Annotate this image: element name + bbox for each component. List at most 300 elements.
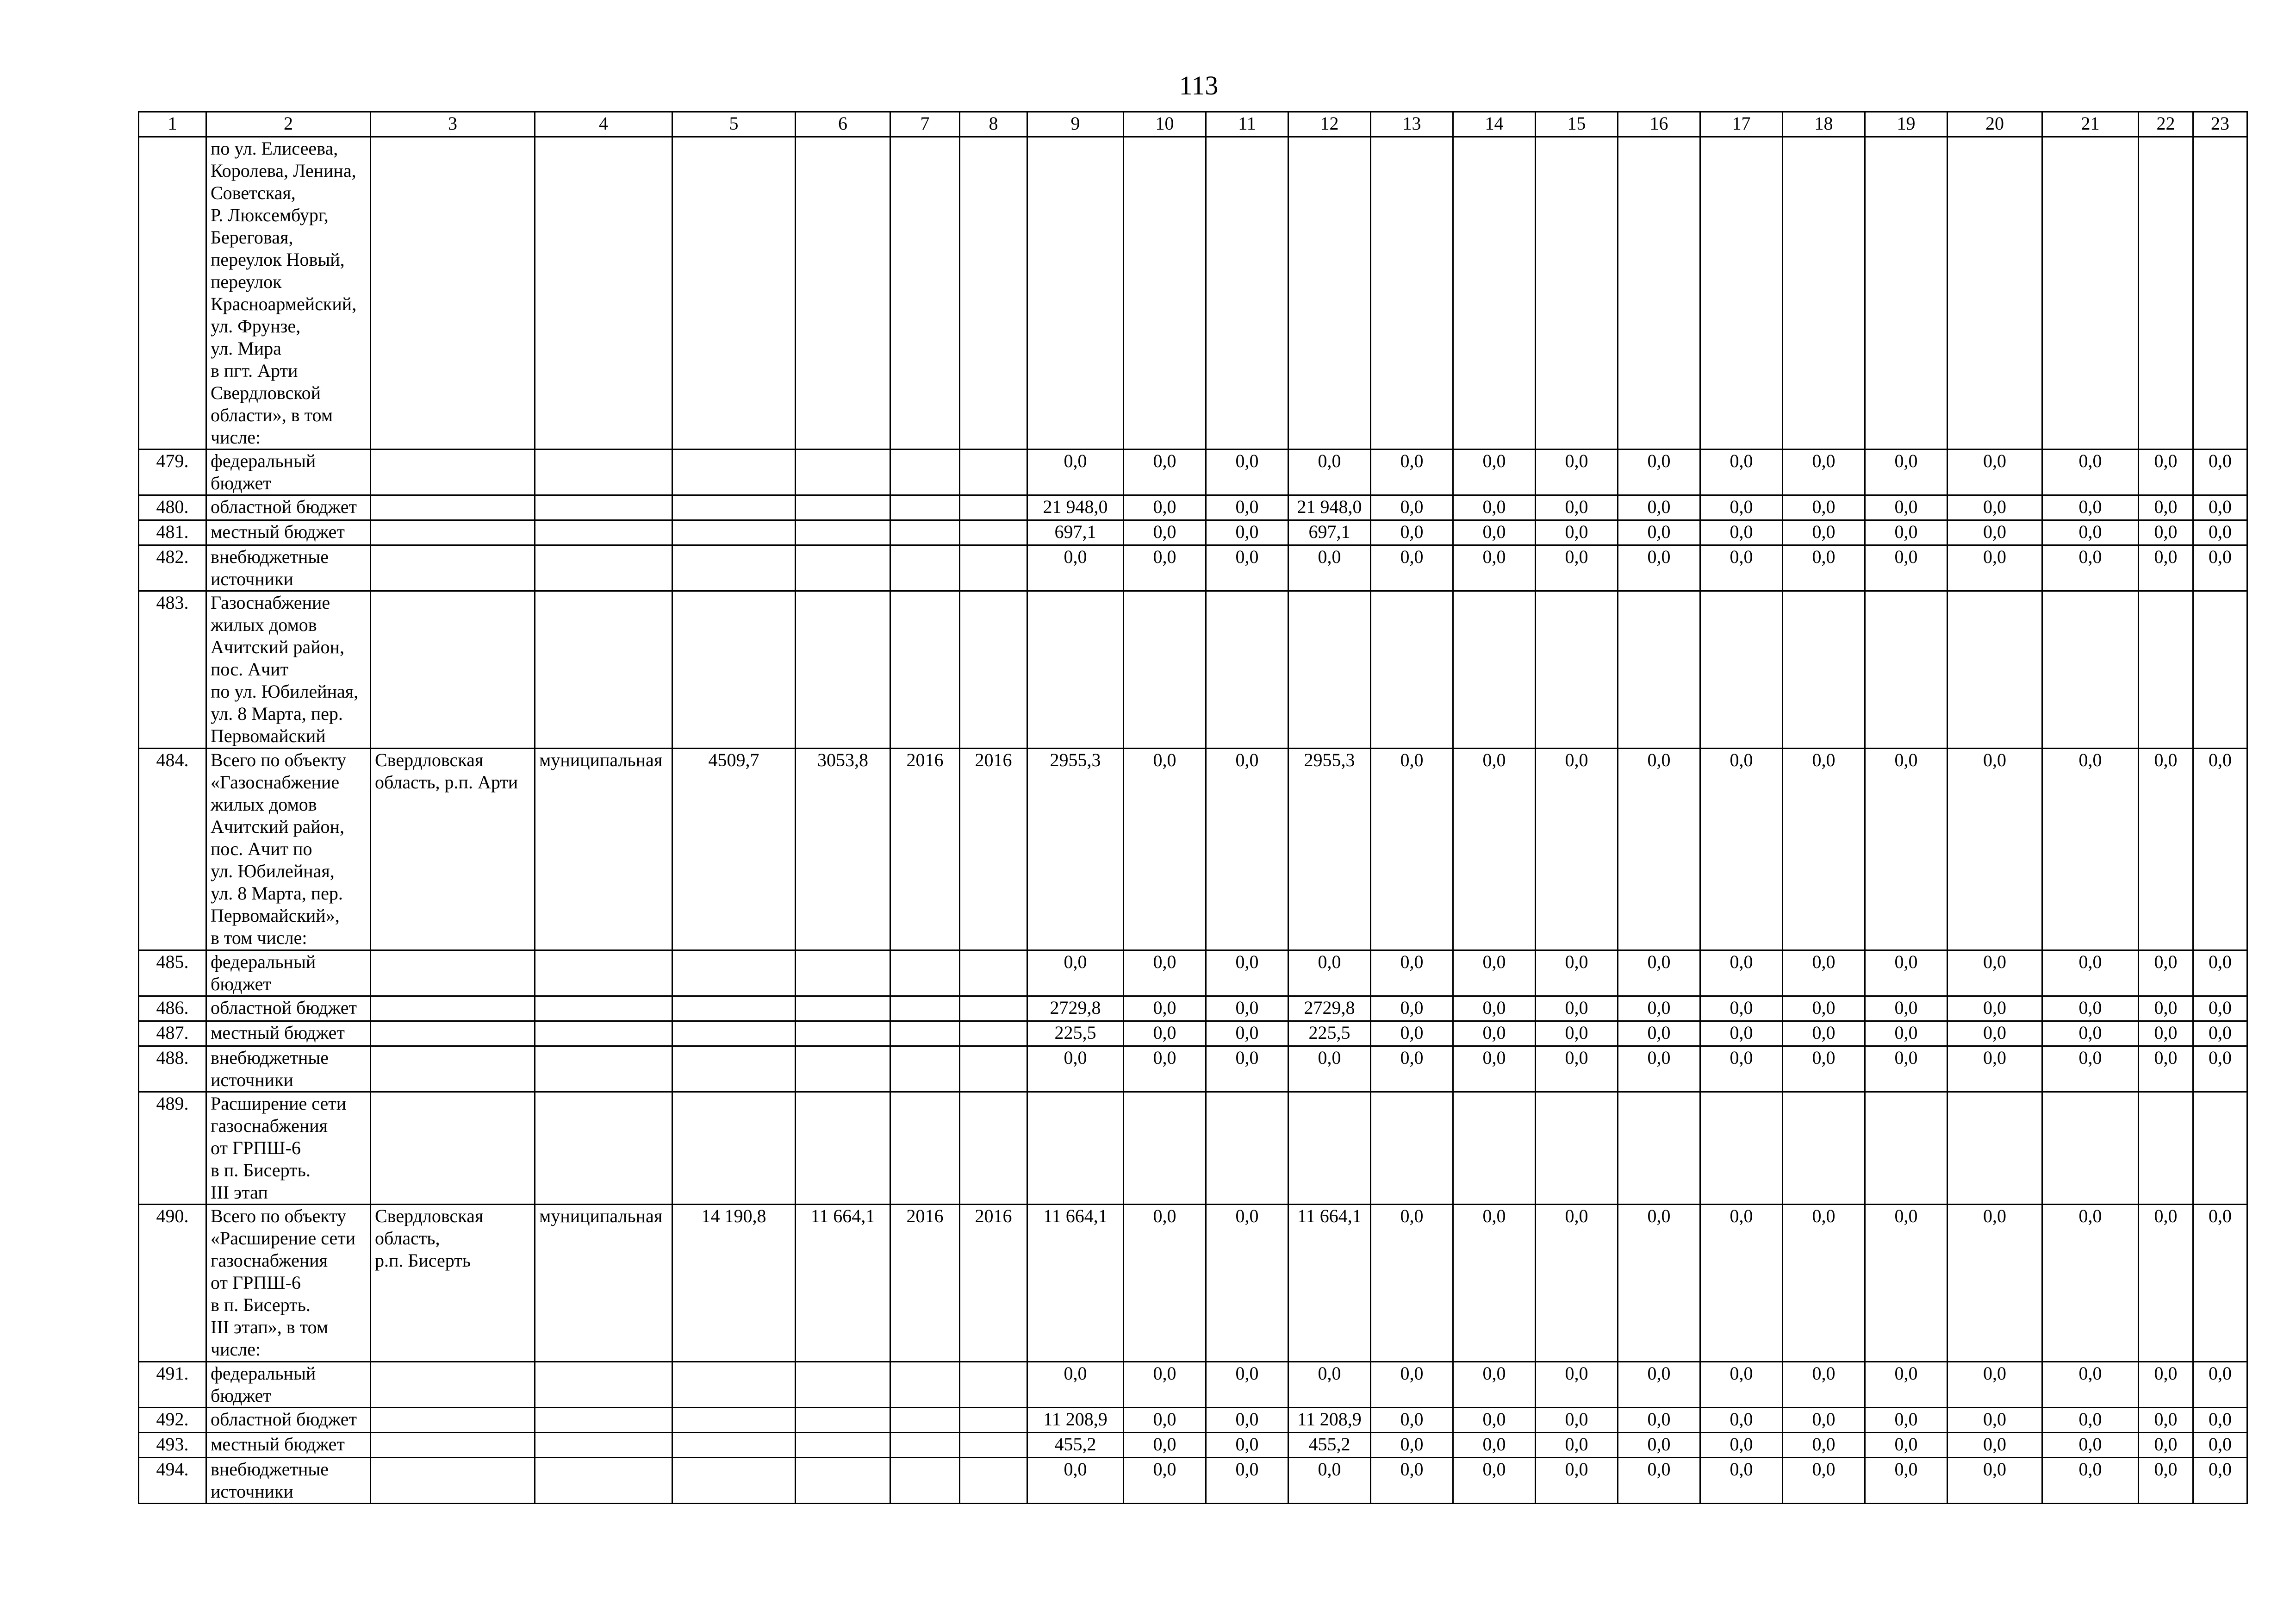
amount-cell: 0,0 — [1618, 996, 1700, 1021]
amount-cell: 0,0 — [2193, 545, 2247, 591]
year-cell — [960, 950, 1027, 996]
amount-cell: 0,0 — [1371, 1362, 1453, 1408]
amount-cell: 0,0 — [1948, 749, 2042, 950]
amount-cell: 0,0 — [2193, 749, 2247, 950]
amount-cell: 0,0 — [1865, 495, 1948, 520]
value-cell — [672, 495, 796, 520]
year-cell — [960, 520, 1027, 545]
table-row — [139, 520, 2247, 545]
amount-cell: 0,0 — [1536, 950, 1618, 996]
amount-cell: 0,0 — [1453, 1046, 1536, 1092]
location-cell — [371, 950, 535, 996]
object-name-cell: Газоснабжение жилых домов Ачитский район, пос. Ачит по ул. Юбилейная, ул. 8 Марта, пер. Первомайский — [206, 591, 371, 749]
column-header: 17 — [1700, 112, 1783, 137]
amount-cell: 0,0 — [2042, 1205, 2139, 1362]
row-number-cell: 482. — [139, 545, 206, 591]
amount-cell: 0,0 — [1536, 1021, 1618, 1046]
value-cell — [672, 1092, 796, 1205]
amount-cell: 0,0 — [1865, 1362, 1948, 1408]
column-header: 13 — [1371, 112, 1453, 137]
amount-cell: 0,0 — [1206, 996, 1288, 1021]
value-cell: 11 664,1 — [796, 1205, 890, 1362]
value-cell — [672, 450, 796, 495]
amount-cell: 0,0 — [1371, 1433, 1453, 1458]
column-header: 15 — [1536, 112, 1618, 137]
amount-cell: 0,0 — [2193, 1046, 2247, 1092]
table-row — [139, 950, 2247, 996]
amount-cell: 0,0 — [1027, 1458, 1124, 1504]
amount-cell — [2042, 1092, 2139, 1205]
amount-cell — [2042, 137, 2139, 450]
amount-cell: 0,0 — [2139, 520, 2193, 545]
value-cell — [672, 1458, 796, 1504]
amount-cell: 0,0 — [1453, 1433, 1536, 1458]
amount-cell — [1453, 137, 1536, 450]
year-cell — [890, 950, 960, 996]
amount-cell: 0,0 — [1453, 1408, 1536, 1433]
ownership-cell — [535, 1021, 672, 1046]
amount-cell: 0,0 — [1783, 495, 1865, 520]
object-name-cell: областной бюджет — [206, 1408, 371, 1433]
amount-cell — [1371, 1092, 1453, 1205]
amount-cell: 0,0 — [1453, 520, 1536, 545]
year-cell — [890, 996, 960, 1021]
row-number-cell: 479. — [139, 450, 206, 495]
amount-cell: 0,0 — [1371, 950, 1453, 996]
amount-cell: 0,0 — [1027, 450, 1124, 495]
year-cell: 2016 — [960, 749, 1027, 950]
year-cell — [890, 1362, 960, 1408]
amount-cell — [2193, 137, 2247, 450]
amount-cell: 0,0 — [1124, 1021, 1206, 1046]
amount-cell — [1288, 137, 1371, 450]
value-cell — [672, 520, 796, 545]
amount-cell: 0,0 — [1618, 1205, 1700, 1362]
data-table — [138, 111, 2248, 1504]
amount-cell: 0,0 — [1783, 520, 1865, 545]
amount-cell: 0,0 — [1288, 545, 1371, 591]
amount-cell — [1027, 1092, 1124, 1205]
amount-cell — [1027, 137, 1124, 450]
year-cell — [960, 1433, 1027, 1458]
amount-cell: 0,0 — [2139, 1408, 2193, 1433]
amount-cell: 11 664,1 — [1027, 1205, 1124, 1362]
amount-cell: 0,0 — [1124, 1458, 1206, 1504]
amount-cell: 0,0 — [1618, 1362, 1700, 1408]
location-cell — [371, 1021, 535, 1046]
object-name-cell: Расширение сети газоснабжения от ГРПШ-6 в п. Бисерть. III этап — [206, 1092, 371, 1205]
object-name-cell: местный бюджет — [206, 520, 371, 545]
value-cell — [796, 1092, 890, 1205]
amount-cell — [1783, 591, 1865, 749]
amount-cell: 0,0 — [1371, 1458, 1453, 1504]
amount-cell: 0,0 — [1783, 1458, 1865, 1504]
year-cell: 2016 — [960, 1205, 1027, 1362]
object-name-cell: местный бюджет — [206, 1021, 371, 1046]
amount-cell — [1865, 137, 1948, 450]
amount-cell: 0,0 — [1206, 1458, 1288, 1504]
year-cell: 2016 — [890, 1205, 960, 1362]
amount-cell: 0,0 — [1865, 996, 1948, 1021]
table-row — [139, 1092, 2247, 1205]
row-number-cell: 494. — [139, 1458, 206, 1504]
amount-cell: 0,0 — [2139, 1362, 2193, 1408]
column-header: 23 — [2193, 112, 2247, 137]
amount-cell: 0,0 — [1700, 1362, 1783, 1408]
amount-cell: 0,0 — [1371, 1046, 1453, 1092]
value-cell — [672, 1433, 796, 1458]
location-cell — [371, 996, 535, 1021]
location-cell — [371, 495, 535, 520]
amount-cell: 0,0 — [1371, 545, 1453, 591]
column-header: 22 — [2139, 112, 2193, 137]
location-cell — [371, 520, 535, 545]
amount-cell — [1700, 591, 1783, 749]
amount-cell: 0,0 — [2042, 1362, 2139, 1408]
amount-cell: 0,0 — [1948, 450, 2042, 495]
amount-cell: 0,0 — [1783, 545, 1865, 591]
amount-cell: 0,0 — [1206, 1046, 1288, 1092]
amount-cell: 0,0 — [1700, 545, 1783, 591]
amount-cell: 0,0 — [1124, 545, 1206, 591]
amount-cell: 0,0 — [1206, 495, 1288, 520]
value-cell — [796, 137, 890, 450]
amount-cell: 0,0 — [1783, 450, 1865, 495]
amount-cell: 0,0 — [1948, 996, 2042, 1021]
year-cell — [960, 1458, 1027, 1504]
column-header: 2 — [206, 112, 371, 137]
amount-cell: 0,0 — [1948, 950, 2042, 996]
value-cell — [796, 1046, 890, 1092]
column-header: 5 — [672, 112, 796, 137]
year-cell — [960, 1362, 1027, 1408]
row-number-cell: 493. — [139, 1433, 206, 1458]
table-row — [139, 1205, 2247, 1362]
amount-cell: 0,0 — [1206, 950, 1288, 996]
amount-cell — [1288, 1092, 1371, 1205]
amount-cell: 0,0 — [1453, 1021, 1536, 1046]
table-row — [139, 1433, 2247, 1458]
ownership-cell — [535, 1433, 672, 1458]
amount-cell: 0,0 — [1618, 749, 1700, 950]
amount-cell: 0,0 — [2193, 996, 2247, 1021]
value-cell — [796, 996, 890, 1021]
amount-cell: 0,0 — [1700, 450, 1783, 495]
column-header: 4 — [535, 112, 672, 137]
table-row — [139, 1021, 2247, 1046]
amount-cell: 0,0 — [1618, 1021, 1700, 1046]
value-cell — [672, 545, 796, 591]
year-cell — [960, 1021, 1027, 1046]
amount-cell: 0,0 — [2042, 950, 2139, 996]
amount-cell — [1124, 137, 1206, 450]
amount-cell: 0,0 — [1536, 495, 1618, 520]
amount-cell: 0,0 — [2193, 520, 2247, 545]
amount-cell: 0,0 — [2193, 1408, 2247, 1433]
object-name-cell: федеральный бюджет — [206, 450, 371, 495]
location-cell — [371, 591, 535, 749]
amount-cell: 0,0 — [1783, 1046, 1865, 1092]
ownership-cell — [535, 950, 672, 996]
amount-cell: 2955,3 — [1288, 749, 1371, 950]
year-cell — [890, 1021, 960, 1046]
amount-cell: 0,0 — [1124, 520, 1206, 545]
year-cell — [890, 520, 960, 545]
amount-cell: 0,0 — [1027, 1046, 1124, 1092]
amount-cell: 0,0 — [1618, 1433, 1700, 1458]
amount-cell: 0,0 — [1288, 1458, 1371, 1504]
amount-cell: 0,0 — [1206, 749, 1288, 950]
object-name-cell: федеральный бюджет — [206, 950, 371, 996]
row-number-cell: 487. — [139, 1021, 206, 1046]
column-header: 12 — [1288, 112, 1371, 137]
amount-cell: 21 948,0 — [1288, 495, 1371, 520]
column-header: 11 — [1206, 112, 1288, 137]
row-number-cell: 488. — [139, 1046, 206, 1092]
amount-cell: 0,0 — [1948, 1433, 2042, 1458]
amount-cell: 2955,3 — [1027, 749, 1124, 950]
object-name-cell: по ул. Елисеева, Королева, Ленина, Советская, Р. Люксембург, Береговая, переулок Новый, переулок Красноармейский, ул. Фрунзе, ул. Мира в пгт. Арти Свердловской области», в том числе: — [206, 137, 371, 450]
amount-cell: 0,0 — [1618, 1046, 1700, 1092]
amount-cell: 0,0 — [2042, 1046, 2139, 1092]
amount-cell: 0,0 — [1288, 450, 1371, 495]
amount-cell — [1783, 137, 1865, 450]
value-cell — [796, 1458, 890, 1504]
amount-cell: 0,0 — [1948, 520, 2042, 545]
amount-cell — [2042, 591, 2139, 749]
amount-cell: 0,0 — [1371, 450, 1453, 495]
row-number-cell — [139, 137, 206, 450]
value-cell — [796, 545, 890, 591]
amount-cell: 0,0 — [1865, 520, 1948, 545]
amount-cell: 0,0 — [1453, 495, 1536, 520]
amount-cell: 0,0 — [2193, 1362, 2247, 1408]
amount-cell: 0,0 — [1124, 1408, 1206, 1433]
amount-cell: 2729,8 — [1027, 996, 1124, 1021]
amount-cell: 0,0 — [1206, 1021, 1288, 1046]
value-cell — [796, 450, 890, 495]
amount-cell: 0,0 — [1124, 749, 1206, 950]
amount-cell: 0,0 — [1536, 996, 1618, 1021]
amount-cell: 0,0 — [1783, 950, 1865, 996]
amount-cell: 0,0 — [1948, 1458, 2042, 1504]
value-cell: 3053,8 — [796, 749, 890, 950]
amount-cell: 11 208,9 — [1288, 1408, 1371, 1433]
ownership-cell — [535, 520, 672, 545]
amount-cell: 0,0 — [1948, 545, 2042, 591]
location-cell — [371, 1046, 535, 1092]
amount-cell: 0,0 — [1288, 1046, 1371, 1092]
amount-cell: 0,0 — [1453, 545, 1536, 591]
column-header: 7 — [890, 112, 960, 137]
object-name-cell: Всего по объекту «Газоснабжение жилых домов Ачитский район, пос. Ачит по ул. Юбилейная, ул. 8 Марта, пер. Первомайский», в том числе: — [206, 749, 371, 950]
table-row — [139, 1408, 2247, 1433]
amount-cell: 0,0 — [2042, 520, 2139, 545]
year-cell — [890, 545, 960, 591]
ownership-cell — [535, 495, 672, 520]
column-header: 1 — [139, 112, 206, 137]
amount-cell: 0,0 — [1124, 1046, 1206, 1092]
ownership-cell — [535, 1046, 672, 1092]
amount-cell: 0,0 — [1124, 1433, 1206, 1458]
value-cell: 4509,7 — [672, 749, 796, 950]
year-cell — [890, 591, 960, 749]
year-cell — [960, 137, 1027, 450]
amount-cell — [1371, 591, 1453, 749]
amount-cell: 0,0 — [1371, 495, 1453, 520]
value-cell — [672, 1362, 796, 1408]
amount-cell: 0,0 — [1536, 450, 1618, 495]
value-cell — [796, 1433, 890, 1458]
amount-cell: 0,0 — [1536, 1433, 1618, 1458]
column-header: 20 — [1948, 112, 2042, 137]
amount-cell: 0,0 — [1027, 950, 1124, 996]
object-name-cell: внебюджетные источники — [206, 545, 371, 591]
column-header: 9 — [1027, 112, 1124, 137]
amount-cell: 0,0 — [2042, 450, 2139, 495]
ownership-cell — [535, 450, 672, 495]
amount-cell: 11 208,9 — [1027, 1408, 1124, 1433]
amount-cell: 0,0 — [1948, 1205, 2042, 1362]
amount-cell: 0,0 — [1124, 996, 1206, 1021]
amount-cell: 0,0 — [1206, 450, 1288, 495]
amount-cell — [1783, 1092, 1865, 1205]
amount-cell — [1618, 591, 1700, 749]
amount-cell: 0,0 — [1618, 1458, 1700, 1504]
ownership-cell — [535, 1458, 672, 1504]
amount-cell: 0,0 — [2042, 749, 2139, 950]
year-cell — [890, 137, 960, 450]
amount-cell: 0,0 — [1700, 749, 1783, 950]
amount-cell: 0,0 — [1618, 450, 1700, 495]
amount-cell: 0,0 — [1618, 520, 1700, 545]
table-row — [139, 749, 2247, 950]
table-header-row — [139, 112, 2247, 137]
amount-cell: 0,0 — [1536, 1408, 1618, 1433]
amount-cell — [2193, 1092, 2247, 1205]
amount-cell: 0,0 — [1453, 1205, 1536, 1362]
ownership-cell: муниципальная — [535, 749, 672, 950]
year-cell — [960, 1046, 1027, 1092]
row-number-cell: 492. — [139, 1408, 206, 1433]
amount-cell: 0,0 — [2042, 495, 2139, 520]
amount-cell: 0,0 — [2193, 1205, 2247, 1362]
column-header: 19 — [1865, 112, 1948, 137]
amount-cell: 0,0 — [1536, 1046, 1618, 1092]
amount-cell: 0,0 — [1453, 749, 1536, 950]
year-cell — [960, 545, 1027, 591]
amount-cell: 0,0 — [1027, 1362, 1124, 1408]
amount-cell: 0,0 — [1783, 1433, 1865, 1458]
amount-cell — [2139, 137, 2193, 450]
amount-cell: 0,0 — [1453, 1458, 1536, 1504]
ownership-cell — [535, 1362, 672, 1408]
year-cell — [890, 1092, 960, 1205]
amount-cell: 455,2 — [1288, 1433, 1371, 1458]
amount-cell: 0,0 — [2139, 1458, 2193, 1504]
year-cell — [890, 495, 960, 520]
amount-cell: 0,0 — [2139, 450, 2193, 495]
amount-cell: 0,0 — [1783, 749, 1865, 950]
value-cell — [672, 950, 796, 996]
amount-cell: 0,0 — [1700, 1408, 1783, 1433]
object-name-cell: областной бюджет — [206, 996, 371, 1021]
amount-cell: 0,0 — [1206, 1362, 1288, 1408]
amount-cell — [1865, 1092, 1948, 1205]
year-cell — [890, 450, 960, 495]
year-cell — [960, 1092, 1027, 1205]
amount-cell: 0,0 — [1453, 950, 1536, 996]
amount-cell — [2139, 1092, 2193, 1205]
amount-cell: 0,0 — [1288, 1362, 1371, 1408]
amount-cell: 0,0 — [1618, 495, 1700, 520]
amount-cell: 0,0 — [1865, 749, 1948, 950]
amount-cell: 0,0 — [1783, 1205, 1865, 1362]
amount-cell: 0,0 — [1865, 1433, 1948, 1458]
amount-cell: 0,0 — [1124, 450, 1206, 495]
value-cell — [796, 1362, 890, 1408]
ownership-cell — [535, 545, 672, 591]
amount-cell: 0,0 — [1783, 1362, 1865, 1408]
amount-cell: 697,1 — [1288, 520, 1371, 545]
ownership-cell — [535, 1092, 672, 1205]
ownership-cell — [535, 591, 672, 749]
amount-cell: 0,0 — [2042, 1021, 2139, 1046]
value-cell — [672, 1408, 796, 1433]
amount-cell: 0,0 — [1948, 1408, 2042, 1433]
table-row — [139, 1458, 2247, 1504]
amount-cell: 0,0 — [2139, 1046, 2193, 1092]
amount-cell: 0,0 — [2139, 749, 2193, 950]
amount-cell: 0,0 — [1536, 1205, 1618, 1362]
amount-cell: 0,0 — [2139, 950, 2193, 996]
row-number-cell: 480. — [139, 495, 206, 520]
object-name-cell: местный бюджет — [206, 1433, 371, 1458]
amount-cell: 0,0 — [1124, 1205, 1206, 1362]
amount-cell — [1124, 1092, 1206, 1205]
amount-cell — [2193, 591, 2247, 749]
amount-cell: 455,2 — [1027, 1433, 1124, 1458]
amount-cell: 0,0 — [1700, 495, 1783, 520]
amount-cell: 0,0 — [1371, 749, 1453, 950]
table-row — [139, 137, 2247, 450]
row-number-cell: 486. — [139, 996, 206, 1021]
amount-cell: 0,0 — [2139, 545, 2193, 591]
amount-cell: 0,0 — [1206, 1433, 1288, 1458]
amount-cell: 0,0 — [1865, 1205, 1948, 1362]
amount-cell: 2729,8 — [1288, 996, 1371, 1021]
amount-cell: 0,0 — [1700, 1046, 1783, 1092]
amount-cell: 0,0 — [2193, 1433, 2247, 1458]
location-cell — [371, 1092, 535, 1205]
location-cell: Свердловская область, р.п. Арти — [371, 749, 535, 950]
amount-cell: 0,0 — [1865, 545, 1948, 591]
row-number-cell: 485. — [139, 950, 206, 996]
value-cell — [672, 591, 796, 749]
value-cell — [672, 1046, 796, 1092]
amount-cell: 0,0 — [2139, 1205, 2193, 1362]
amount-cell: 0,0 — [1206, 1408, 1288, 1433]
location-cell — [371, 1433, 535, 1458]
value-cell — [672, 996, 796, 1021]
amount-cell — [1453, 591, 1536, 749]
amount-cell: 0,0 — [1371, 1408, 1453, 1433]
year-cell — [890, 1408, 960, 1433]
amount-cell: 0,0 — [1865, 1408, 1948, 1433]
location-cell: Свердловская область, р.п. Бисерть — [371, 1205, 535, 1362]
value-cell — [796, 520, 890, 545]
amount-cell: 0,0 — [1371, 996, 1453, 1021]
